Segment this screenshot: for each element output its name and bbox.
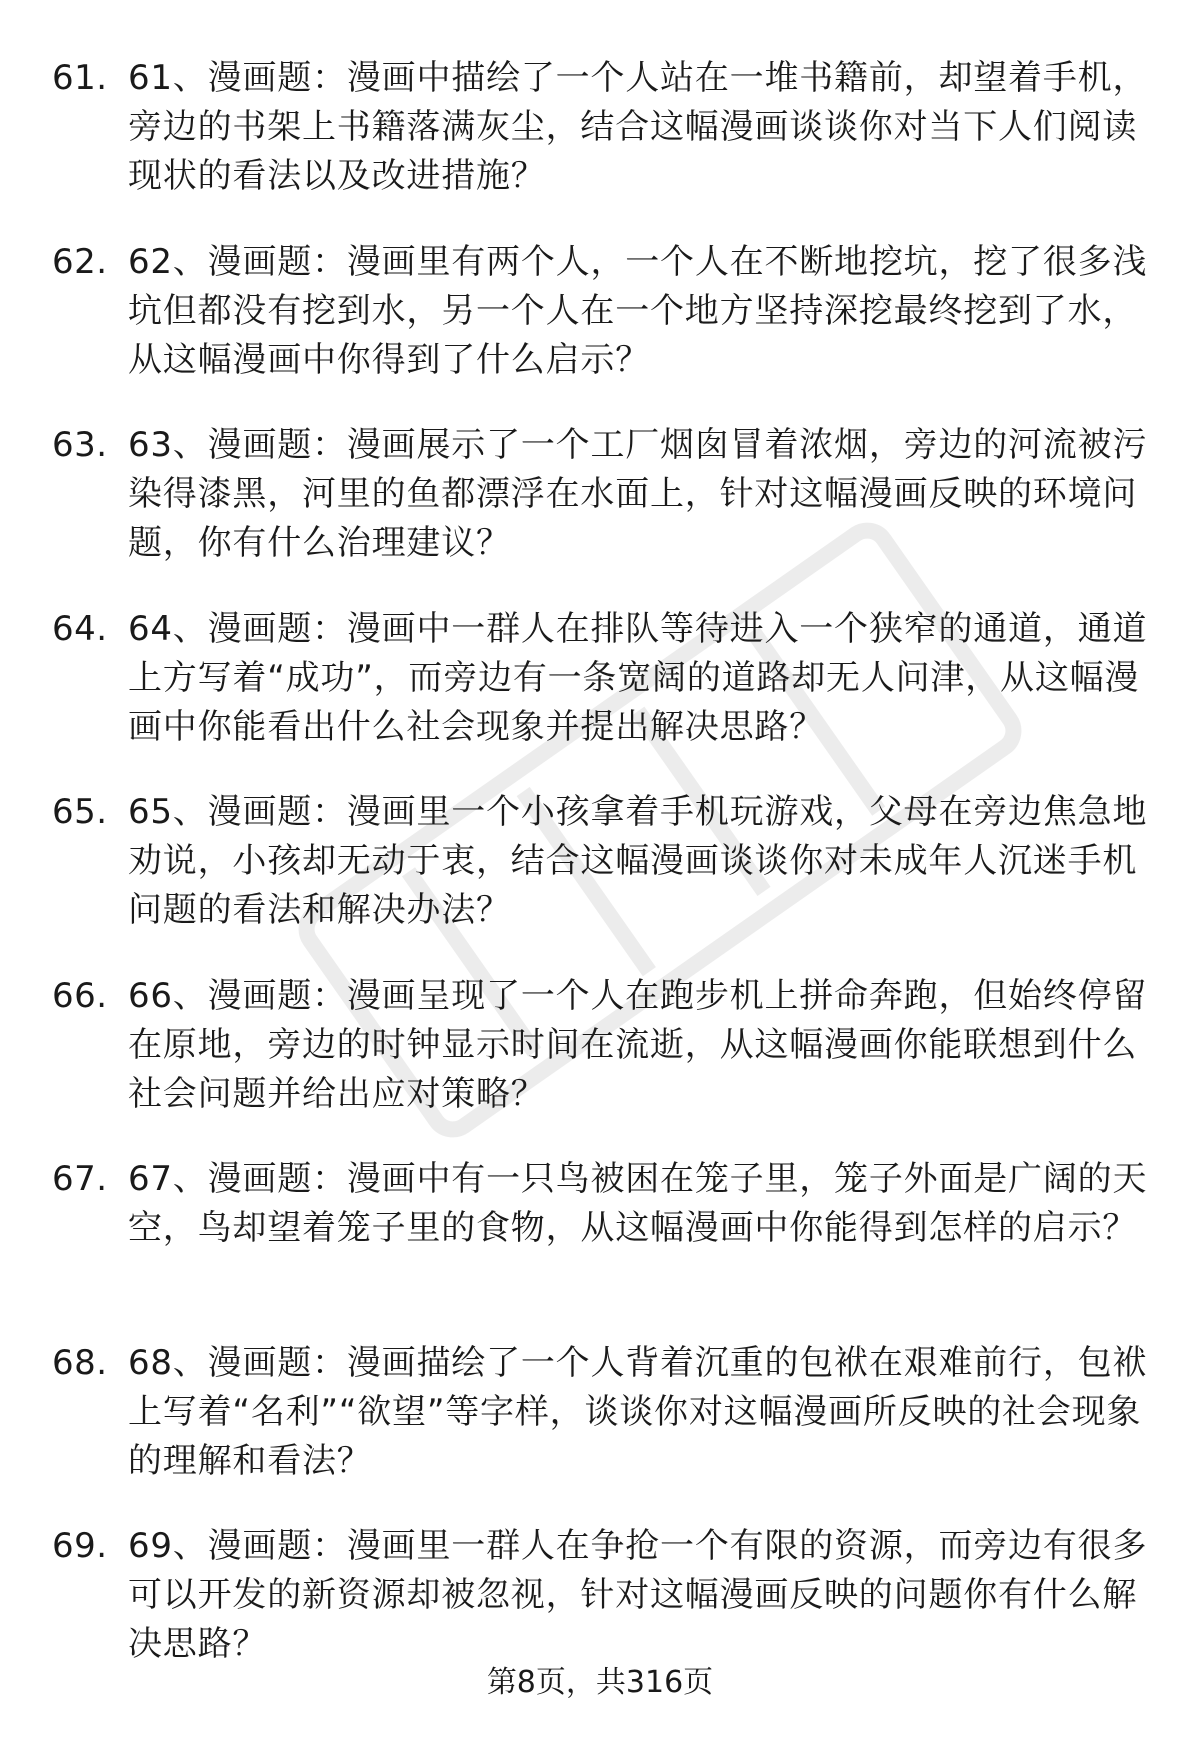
question-item: [0, 1339, 1200, 1523]
question-text: 64、漫画题：漫画中一群人在排队等待进入一个狭窄的通道，通道上方写着“成功”，而旁边有一条宽阔的道路却无人问津，从这幅漫画中你能看出什么社会现象并提出解决思路？: [128, 608, 1148, 747]
question-item: [0, 1155, 1200, 1339]
question-text: 65、漫画题：漫画里一个小孩拿着手机玩游戏，父母在旁边焦急地劝说，小孩却无动于衷，结合这幅漫画谈谈你对未成年人沉迷手机问题的看法和解决办法？: [128, 792, 1148, 930]
question-list: [0, 54, 1200, 1706]
question-item: [0, 54, 1200, 238]
question-text: 61、漫画题：漫画中描绘了一个人站在一堆书籍前，却望着手机，旁边的书架上书籍落满灰尘，结合这幅漫画谈谈你对当下人们阅读现状的看法以及改进措施？: [128, 58, 1148, 196]
question-number: 66.: [52, 975, 108, 1016]
question-item: [0, 238, 1200, 422]
question-number: 62.: [52, 241, 108, 282]
question-text: 62、漫画题：漫画里有两个人，一个人在不断地挖坑，挖了很多浅坑但都没有挖到水，另一个人在一个地方坚持深挖最终挖到了水，从这幅漫画中你得到了什么启示？: [128, 241, 1148, 380]
question-item: [0, 605, 1200, 789]
question-number: 67.: [52, 1159, 108, 1199]
question-item: [0, 972, 1200, 1156]
question-item: [0, 421, 1200, 605]
question-number: 69.: [52, 1526, 108, 1566]
question-number: 64.: [52, 608, 108, 649]
page-footer: 第8页，共316页: [486, 1665, 714, 1700]
question-text: 68、漫画题：漫画描绘了一个人背着沉重的包袱在艰难前行，包袱上写着“名利”“欲望”等字样，谈谈你对这幅漫画所反映的社会现象的理解和看法？: [128, 1342, 1148, 1481]
question-number: 68.: [52, 1342, 108, 1383]
question-text: 69、漫画题：漫画里一群人在争抢一个有限的资源，而旁边有很多可以开发的新资源却被忽视，针对这幅漫画反映的问题你有什么解决思路？: [128, 1526, 1148, 1664]
question-item: [0, 788, 1200, 972]
question-number: 61.: [52, 58, 108, 98]
question-number: 63.: [52, 425, 108, 465]
question-number: 65.: [52, 792, 108, 832]
question-text: 63、漫画题：漫画展示了一个工厂烟囱冒着浓烟，旁边的河流被污染得漆黑，河里的鱼都漂浮在水面上，针对这幅漫画反映的环境问题，你有什么治理建议？: [128, 425, 1148, 563]
question-text: 66、漫画题：漫画呈现了一个人在跑步机上拼命奔跑，但始终停留在原地，旁边的时钟显示时间在流逝，从这幅漫画你能联想到什么社会问题并给出应对策略？: [128, 975, 1148, 1114]
question-text: 67、漫画题：漫画中有一只鸟被困在笼子里，笼子外面是广阔的天空，鸟却望着笼子里的食物，从这幅漫画中你能得到怎样的启示？: [128, 1159, 1148, 1248]
